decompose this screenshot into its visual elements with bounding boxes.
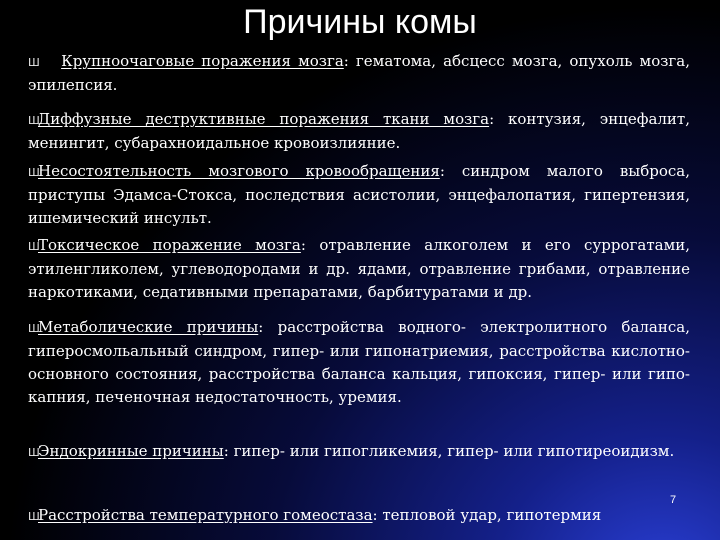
item-heading: Несостоятельность мозгового кровообращения [38, 162, 440, 180]
list-item-thermal [28, 504, 690, 528]
item-text: : гипер- или гипогликемия, гипер- или гипотиреоидизм. [223, 442, 675, 460]
bullet-icon: Ш [28, 114, 40, 127]
item-text: : контузия, энцефалит, менингит, субарахноидальное кровоизлияние. [28, 110, 690, 152]
bullet-icon: Ш [28, 240, 40, 253]
list-item-circulation [28, 160, 690, 230]
list-item-diffuse-lesions [28, 108, 690, 155]
bullet-icon: Ш [28, 322, 40, 335]
item-heading: Токсическое поражение мозга [38, 236, 301, 254]
item-text: : гематома, абсцесс мозга, опухоль мозга, эпилепсия. [28, 52, 690, 94]
slide-title: Причины комы [243, 3, 477, 41]
list-item-focal-lesions [28, 50, 690, 97]
page-number: 7 [670, 494, 677, 506]
list-item-toxic [28, 234, 690, 304]
item-heading: Метаболические причины [38, 318, 259, 336]
item-heading: Эндокринные причины [38, 442, 224, 460]
bullet-icon: Ш [28, 446, 40, 459]
item-text: : расстройства водного- электролитного баланса, гиперосмольальный синдром, гипер- или гипонатриемия, расстройства кислотно-основного состояния, расстройства баланса кальция, гипоксия, гипер- или гипо-капния, печеночная недостаточность, уремия. [28, 318, 690, 406]
item-text: : отравление алкоголем и его суррогатами, этиленгликолем, углеводородами и др. ядами, отравление грибами, отравление наркотиками, седативными препаратами, барбитуратами и др. [28, 236, 690, 301]
bullet-icon: Ш [28, 166, 40, 179]
item-text: : синдром малого выброса, приступы Эдамса-Стокса, последствия асистолии, энцефалопатия, гипертензия, ишемический инсульт. [28, 162, 690, 227]
bullet-icon: Ш [28, 510, 40, 523]
item-text: : тепловой удар, гипотермия [372, 506, 602, 524]
list-item-metabolic [28, 316, 690, 409]
bullet-icon: Ш [28, 56, 40, 69]
item-heading: Диффузные деструктивные поражения ткани мозга [38, 110, 490, 128]
list-item-endocrine [28, 440, 690, 464]
item-heading: Крупноочаговые поражения мозга [61, 52, 344, 70]
item-heading: Расстройства температурного гомеостаза [38, 506, 373, 524]
